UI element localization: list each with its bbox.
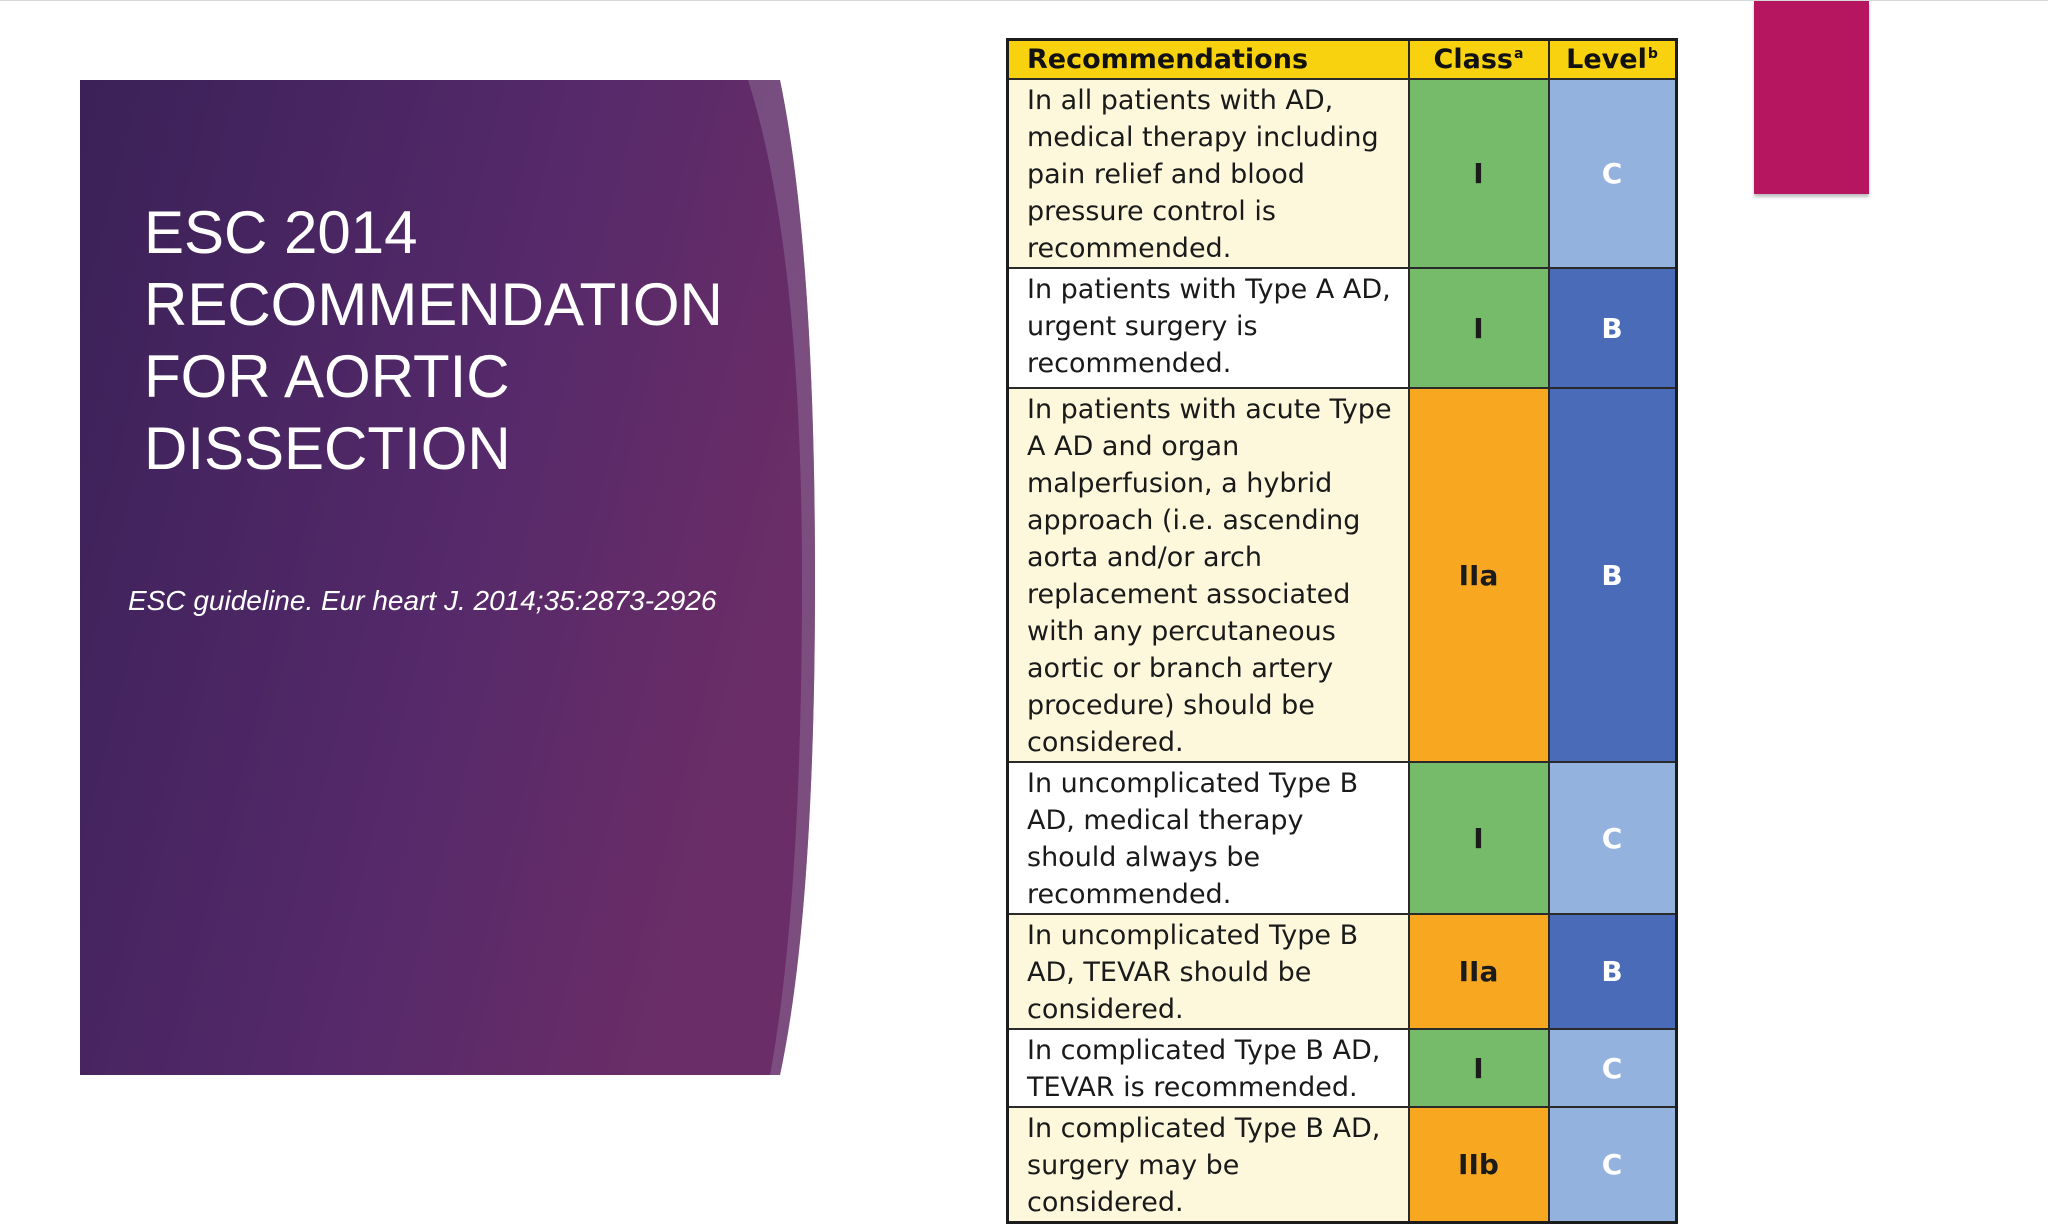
recommendation-text: In complicated Type B AD, surgery may be considered. [1008, 1107, 1409, 1223]
level-cell: C [1549, 762, 1677, 914]
recommendation-text: In all patients with AD, medical therapy including pain relief and blood pressure control is recommended. [1008, 79, 1409, 268]
recommendation-text: In complicated Type B AD, TEVAR is recommended. [1008, 1029, 1409, 1107]
class-cell: IIa [1409, 914, 1549, 1029]
level-cell: C [1549, 1029, 1677, 1107]
class-cell: I [1409, 79, 1549, 268]
class-cell: I [1409, 762, 1549, 914]
class-cell: IIb [1409, 1107, 1549, 1223]
header-level [1549, 40, 1677, 80]
title-line: FOR AORTIC [144, 343, 510, 410]
level-cell: B [1549, 268, 1677, 388]
level-cell: C [1549, 79, 1677, 268]
level-cell: C [1549, 1107, 1677, 1223]
table-row [1008, 79, 1677, 268]
title-line: DISSECTION [144, 415, 511, 482]
header-level-label: Level [1566, 44, 1647, 75]
header-recommendations [1008, 40, 1409, 80]
header-level-footnote: b [1647, 46, 1658, 62]
title-line: ESC 2014 [144, 199, 418, 266]
recommendation-text: In uncomplicated Type B AD, TEVAR should be considered. [1008, 914, 1409, 1029]
slide-title [144, 197, 744, 485]
table-header-row [1008, 40, 1677, 80]
header-class-footnote: a [1513, 46, 1524, 62]
level-cell: B [1549, 914, 1677, 1029]
title-line: RECOMMENDATION [144, 271, 723, 338]
class-cell: I [1409, 268, 1549, 388]
table-row [1008, 268, 1677, 388]
class-cell: I [1409, 1029, 1549, 1107]
header-recommendations-label: Recommendations [1027, 44, 1309, 75]
accent-block [1754, 1, 1869, 194]
recommendations-table [1006, 38, 1678, 1224]
recommendation-text: In patients with acute Type A AD and organ malperfusion, a hybrid approach (i.e. ascending aorta and/or arch replacement associated with any percutaneous aortic or branch artery procedure) should be considered. [1008, 388, 1409, 762]
table-row [1008, 1107, 1677, 1223]
recommendation-text: In uncomplicated Type B AD, medical therapy should always be recommended. [1008, 762, 1409, 914]
table-row [1008, 388, 1677, 762]
header-class [1409, 40, 1549, 80]
table-row [1008, 1029, 1677, 1107]
header-class-label: Class [1433, 44, 1513, 75]
table-row [1008, 762, 1677, 914]
recommendation-text: In patients with Type A AD, urgent surgery is recommended. [1008, 268, 1409, 388]
level-cell: B [1549, 388, 1677, 762]
citation: ESC guideline. Eur heart J. 2014;35:2873-2926 [128, 585, 717, 616]
class-cell: IIa [1409, 388, 1549, 762]
table-row [1008, 914, 1677, 1029]
